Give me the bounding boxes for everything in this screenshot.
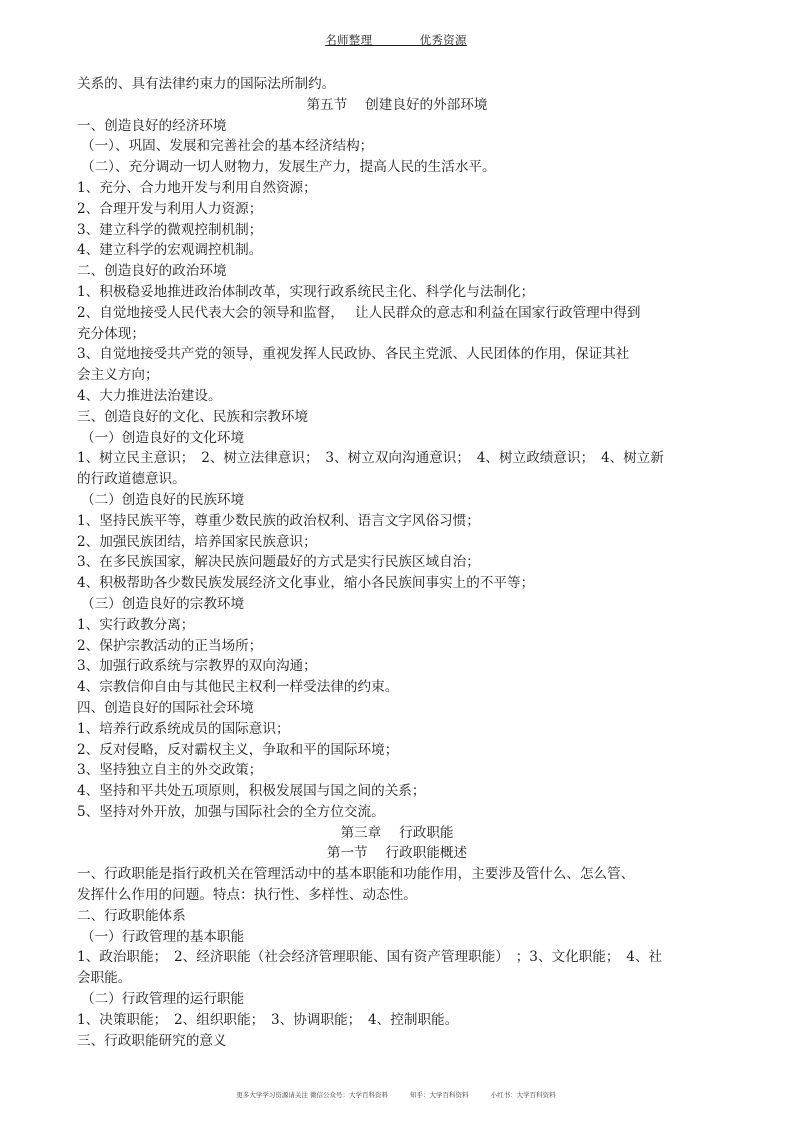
text-line: 发挥什么作用的问题。特点：执行性、多样性、动态性。 [77,887,417,904]
section-heading: 第五节 创建良好的外部环境 [306,96,488,113]
text-line: 1、坚持民族平等，尊重少数民族的政治权利、语言文字风俗习惯； [77,512,480,529]
text-line: 2、自觉地接受人民代表大会的领导和监督， 让人民群众的意志和利益在国家行政管理中得到 [77,304,641,321]
text-line: 三、行政职能研究的意义 [77,1032,227,1049]
text-line: 会主义方向； [77,367,159,384]
text-line: （二）创造良好的民族环境 [81,491,245,508]
text-line: （一）创造良好的文化环境 [81,429,245,446]
text-line: （二）行政管理的运行职能 [81,991,245,1008]
text-line: 2、加强民族团结，培养国家民族意识； [77,533,317,550]
text-line: 1、实行政教分离； [77,616,195,633]
page-footer [0,1090,792,1099]
text-line: 3、建立科学的微观控制机制； [77,221,263,238]
text-line: 3、自觉地接受共产党的领导，重视发挥人民政协、各民主党派、人民团体的作用，保证其社 [77,346,630,363]
text-line: 1、树立民主意识； 2、树立法律意识； 3、树立双向沟通意识； 4、树立政绩意识； 4、树立新 [77,450,664,467]
text-line: 1、培养行政系统成员的国际意识； [77,720,290,737]
section-heading: 第三章 行政职能 [340,824,454,841]
header-text: 名师整理＿＿＿＿优秀资源 [325,33,467,47]
text-line: 3、坚持独立自主的外交政策； [77,762,263,779]
text-line: 充分体现； [77,325,145,342]
text-line: 1、决策职能； 2、组织职能； 3、协调职能； 4、控制职能。 [77,1011,459,1028]
text-line: 2、保护宗教活动的正当场所； [77,637,263,654]
text-line: 一、行政职能是指行政机关在管理活动中的基本职能和功能作用，主要涉及管什么、怎么管、 [77,866,635,883]
text-line: 关系的、具有法律约束力的国际法所制约。 [77,76,336,92]
text-line: 4、坚持和平共处五项原则，积极发展国与国之间的关系； [77,783,426,800]
text-line: （二）、充分调动一切人财物力，发展生产力，提高人民的生活水平。 [81,159,496,176]
text-line: 一、创造良好的经济环境 [77,117,227,134]
text-line: 5、坚持对外开放，加强与国际社会的全方位交流。 [77,803,385,820]
text-line: 3、在多民族国家，解决民族问题最好的方式是实行民族区域自治； [77,554,480,571]
text-line: （一）行政管理的基本职能 [81,928,245,945]
text-line: 4、大力推进法治建设。 [77,387,222,404]
page-header [0,32,792,48]
text-line: 2、合理开发与利用人力资源； [77,200,263,217]
text-line: 1、积极稳妥地推进政治体制改革，实现行政系统民主化、科学化与法制化； [77,283,535,300]
text-line: 3、加强行政系统与宗教界的双向沟通； [77,658,317,675]
text-line: 1、政治职能； 2、经济职能（社会经济管理职能、国有资产管理职能） ；3、文化职能； 4、社 [77,949,663,966]
document-body [77,74,717,1051]
text-line: （一）、巩固、发展和完善社会的基本经济结构； [81,138,374,155]
text-line: 1、充分、合力地开发与利用自然资源； [77,179,317,196]
text-line: 四、创造良好的国际社会环境 [77,699,254,716]
text-line: 三、创造良好的文化、民族和宗教环境 [77,408,309,425]
footer-text-3: 小红书：大学百科资料 [490,1091,556,1099]
text-line: 2、反对侵略，反对霸权主义，争取和平的国际环境； [77,741,399,758]
footer-text-1: 更多大学学习资源请关注 微信公众号：大学百科资料 [236,1091,388,1099]
text-line: 4、宗教信仰自由与其他民主权利一样受法律的约束。 [77,679,399,696]
text-line: （三）创造良好的宗教环境 [81,595,245,612]
text-line: 4、积极帮助各少数民族发展经济文化事业，缩小各民族间事实上的不平等； [77,575,535,592]
text-line: 二、行政职能体系 [77,907,186,924]
text-line: 会职能。 [77,970,132,987]
text-line: 的行政道德意识。 [77,471,186,488]
section-heading: 第一节 行政职能概述 [326,845,468,862]
text-line: 4、建立科学的宏观调控机制。 [77,242,263,259]
text-line: 二、创造良好的政治环境 [77,263,227,280]
footer-text-2: 知乎：大学百科资料 [410,1091,469,1099]
